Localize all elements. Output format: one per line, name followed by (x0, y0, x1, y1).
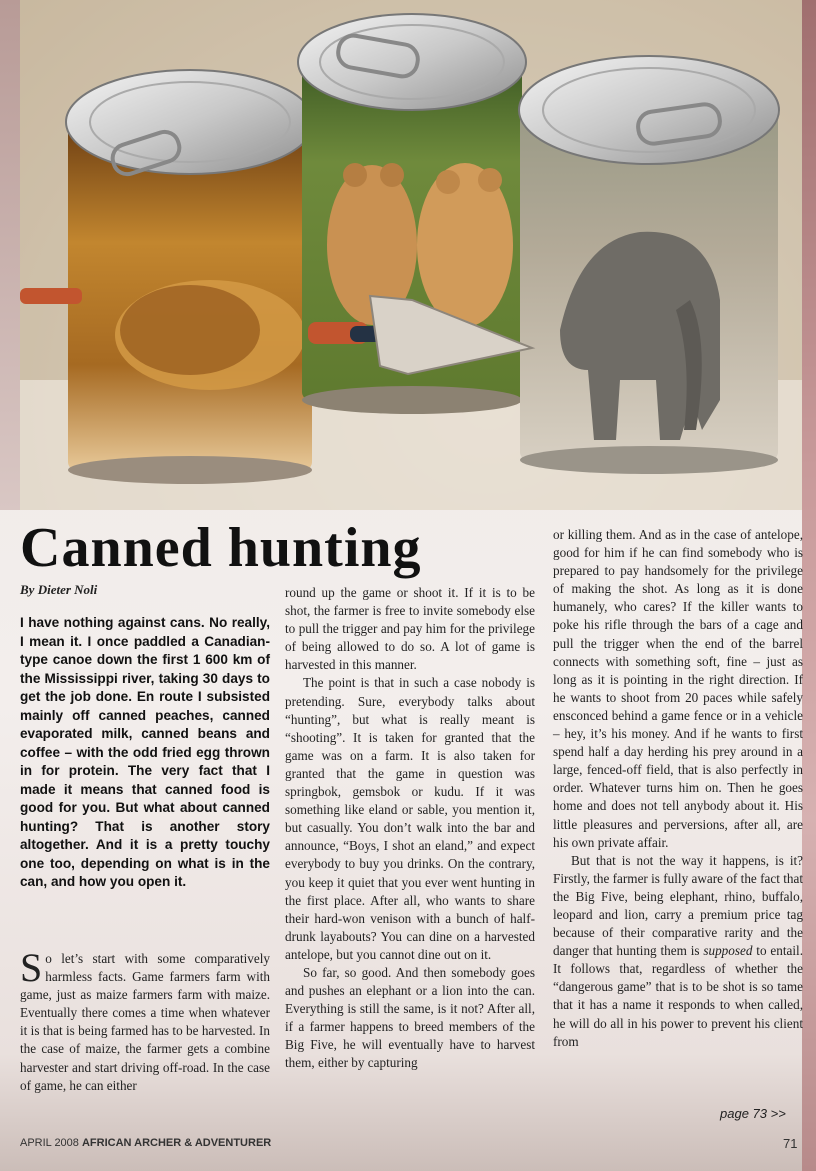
page-edge-right (802, 0, 816, 1171)
paragraph: So let’s start with some comparatively harmless facts. Game farmers farm with game, just as maize farmers farm with maize. Eventually there comes a time when whatever it is that is being farmed has to be harvested. In the case of maize, the farmer gets a combine harvester and start driving off-road. In the case of game, he can either (20, 945, 270, 1093)
paragraph: But that is not the way it happens, is it? Firstly, the farmer is fully aware of the fact that the Big Five, being elephant, rhino, buffalo, leopard and lion, carry a premium price tag because of their comparative rarity and the danger that hunting them is supposed to entail. It follows that, regardless of whether the “dangerous game” that is to be shot is so tame that it has a name it responds to when called, he will do all in his power to prevent his client from (553, 852, 803, 1049)
article-title: Canned hunting (20, 517, 422, 579)
page-number: 71 (783, 1136, 798, 1151)
drop-cap: S (20, 945, 43, 990)
footer (20, 1137, 271, 1149)
paragraph: round up the game or shoot it. If it is to be shot, the farmer is free to invite somebody else to pull the trigger and pay him for the privilege of being allowed to do so. A lot of game is harvested in this manner. (285, 585, 535, 673)
elephant-can (519, 56, 779, 474)
byline: By Dieter Noli (20, 582, 98, 597)
page-edge-left (0, 0, 20, 510)
continued-link[interactable]: page 73 >> (720, 1106, 786, 1121)
paragraph: or killing them. And as in the case of antelope, good for him if he can find somebody who is prepared to pay handsomely for the privilege of making the shot. As long as it is done humanely, who cares? If the killer wants to poke his rifle through the bars of a cage and pull the trigger when the end of the barrel connects with something soft, fine – just as long as it is pointing in the right direction. If he wants to shoot from 20 paces while safely ensconced behind a game fence or in a vehicle – hey, it’s his money. And if he wants to first spend half a day herding his prey around in a large, fenced-off field, that is also perfectly in order. Whatever turns him on. Then he goes home and does not tell anybody about it. His little pleasures and perversions, after all, are his own private affair. (553, 527, 803, 850)
paragraph: So far, so good. And then somebody goes and pushes an elephant or a lion into the can. Everything is still the same, is it not? After all, if a farmer happens to breed members of the Big Five, he will eventually have to harvest them, either by capturing (285, 964, 535, 1071)
magazine-name: AFRICAN ARCHER & ADVENTURER (81, 1137, 272, 1149)
column-3 (553, 526, 803, 1051)
column-1 (20, 945, 270, 1095)
issue-date: APRIL 2008 (20, 1137, 79, 1149)
emphasis: supposed (703, 943, 753, 959)
lion-can (66, 70, 314, 484)
hero-photo (20, 0, 802, 510)
paragraph: The point is that in such a case nobody is pretending. Sure, everybody talks about “hunting”, but what is really meant is “shooting”. It is taken for granted that the game was on a farm. It is also taken for granted that the game in question was springbok, gemsbok or kudu. If it was something like eland or sable, you mention it, but casually. You don’t walk into the bar and announce, “Boys, I shot an eland,” and expect everybody to buy you drinks. On the contrary, you keep it quiet that you ever went hunting in the first place. After all, who wants to share their hard-won venison with a bunch of half-drunk layabouts? You can dine on a harvested antelope, but you cannot dine out on it. (285, 675, 535, 962)
article-lede: I have nothing against cans. No really, I mean it. I once paddled a Canadian-type canoe down the first 1 600 km of the Mississippi river, taking 30 days to get the job done. En route I subsisted mainly off canned peaches, canned evaporated milk, canned beans and coffee – with the odd fried egg thrown in for protein. The very fact that I made it means that canned food is good for you. But what about canned hunting? That is another story altogether. And it is a pretty touchy one too, depending on what is in the can, and how you open it. (20, 615, 270, 889)
column-2 (285, 584, 535, 1073)
